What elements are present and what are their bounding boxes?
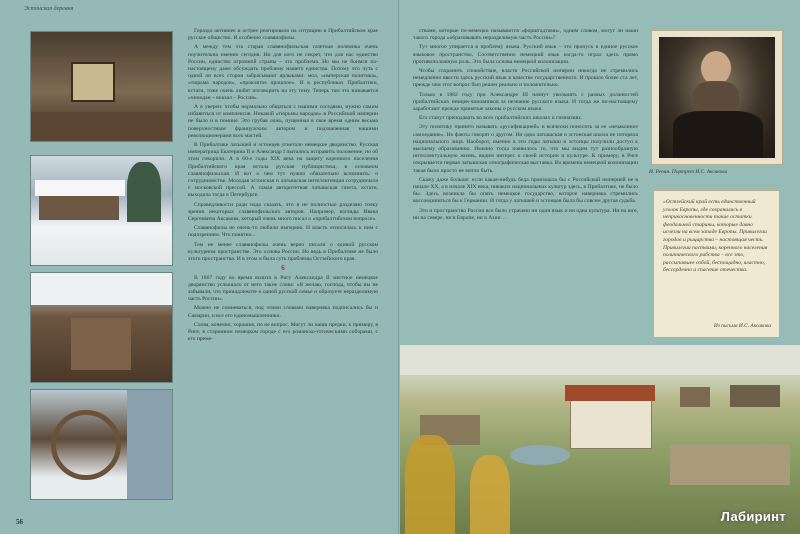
paragraph: Тут многое упирается в проблему языка. Русский язык – это пропуск в единое русское языковое пространство. Соответственно немецкий язык когда-то играл здесь прямо противоположную роль. Это была основа немецкой колонизации. — [413, 44, 638, 65]
photo-winter-house — [30, 155, 173, 266]
paragraph: А между тем эта старая славянофильская газетная полемика очень поучительна именно сегодня. Ни для кого не секрет, что для нас единство России, единство огромной страны – это проблема. Но мы не боимся по-настоящему даже обсуждать проблему нашего единства. Потому что чуть с одной ли всех сторон забрасывают ярлыками: мол, «имперская политика», «тюрьма народов», «проклятое прошлое». И в республиках Прибалтики, кстати, тоже очень любят поговорить на эту тему. Теперь там это называется «чемодан – вокзал – Россия». — [188, 44, 378, 101]
paragraph: Славянофилы не очень-то любили империю. И власть относилась к ним с подозрением. Что понятно... — [188, 225, 378, 239]
paragraph: Тем не менее славянофилы очень верно писали о единой русском культурном пространстве. Это основа России. Но ведь в Прибалтике не было этого пространства. И в этом и была суть проблемы Остзейского края. — [188, 241, 378, 263]
running-head: Эстонская деревня — [24, 6, 74, 12]
paragraph: Его станут преподавать во всех прибалтийских школах и гимназиях. — [419, 115, 583, 122]
paragraph: А я уверен: чтобы нормально общаться с нашими соседями, нужно самим избавиться от комплексов. Никакой «тюрьмы народов» в Российской империи не было и в помине. Это грубая ложь, пущенная в свое время одним весьма поверхностным французским автором и подхваченная нашими революционерами всех мастей. — [188, 104, 378, 139]
portrait-caption: И. Репин. Портрет И.С. Аксакова — [649, 169, 728, 175]
labirint-logo: Лабиринт — [720, 509, 786, 524]
paragraph: Чтобы сохранить спокойствие, власти Российской империи никогда не стремились немедленно ввести здесь русский язык в качестве государственного. И прошло более ста лет, прежде чем этот вопрос был решен реально и положительно. — [413, 68, 638, 89]
paragraph: Слова, конечно, хорошие, но не вопрос. Могут ли наши предки, к примеру, в Риге, в старинном немецком городе с его романско-готическими соборами, с его преме- — [188, 321, 378, 343]
photo-icicles-roof — [30, 272, 173, 383]
quote-box — [653, 190, 780, 338]
quote-text: «Остзейский край есть единственный уголок Европы, где сохранились в неприкосновенности такие остатки феодальной старины, которые давно исчезли на всем западе Европы. Привилегии городов и рыцарства – настоящая честь. Привилегии паствами, коренного населения политического рабства – все это, рассыпавшее собой, беспощадно, властно, бессердечно и спасение отечества. — [663, 199, 768, 274]
paragraph: ствами, которые по-немецки называются «форштадтами», одним словом, могут ли наши такого города «образовывать неразделимую часть России»? — [413, 28, 638, 42]
paragraph: Эту политику принято называть «русификацией» и всячески поносить за ее «незаконное самоедание». Но факты говорят о другом. Ни одна латышская и эстонская школа не потеряла национального лица. Наоборот, именно в эти годы латыши и эстонцы получили доступ к высшему образованию. Именно тогда появилось то, что мы видим тут разнообразную интеллектуальную жизнь, видим интерес к своей истории и культуре. К примеру, в Риге открывается первая латышская этнографическая выставка. Во времена немецкой колонизации такая было просто не могло быть. — [413, 124, 638, 174]
quote-source: Из письма И.С. Аксакова — [713, 323, 771, 330]
paragraph: Только в 1882 году при Александре III начнут увольнять с разных должностей прибалтийских немцев-чиновников за незнание русского языка. И тогда же по-настоящему заработают прежде принятые законы о русском языке. — [413, 91, 638, 113]
paragraph: Можно не сомневаться, под этими словами наверняка подписались бы и Самарин, и все его единомышленники. — [188, 305, 378, 319]
portrait-aksakov — [659, 37, 775, 158]
village-painting — [400, 345, 800, 534]
paragraph: Скажу даже больше: если какая-нибудь беда произошла бы с Российской империей не в начале XX, а в начале XIX века, никаких национальных культур здесь, в Прибалтике, не было бы. Здесь возникла бы опять немецкое государство, которое наверняка стремились воссоединиться бы к Германии. И тогда у латышей и эстонцев была бы совсем другая судьба. — [413, 176, 638, 205]
paragraph: В 1867 году во время визита в Ригу Александра II местное немецкое дворянство услышало от него такие слова: «Я желаю, господа, чтобы вы не забывали, что принадлежите к одной русской семье и образуете неразделимую часть России». — [188, 274, 378, 303]
paragraph: Справедливости ради надо сказать, что я не полностью разделяю точку зрения некоторых славянофильских авторов. Например, взгляды Ивана Сергеевича Аксакова, который очень много писал о «прибалтийском вопросе». — [188, 201, 378, 223]
right-text-column — [413, 28, 638, 224]
page-number: 56 — [16, 518, 23, 526]
paragraph: Гораздо активнее и острее реагировало на ситуацию в Прибалтийском крае русское общество. И особенно славянофилы. — [188, 28, 378, 42]
photo-izba-interior — [30, 31, 173, 142]
photo-wooden-wheel — [30, 389, 173, 500]
paragraph: Это и пространство России все было утрачено ни один язык и ни одна культура. Ни на юге, ни на севере, ни в Европе, ни в Азии… — [413, 207, 638, 221]
section-number: 6 — [281, 264, 285, 273]
portrait-frame — [651, 30, 783, 165]
left-text-column — [188, 28, 378, 345]
paragraph: В Прибалтике латышей и эстонцев угнетало немецкое дворянство. Русская императрица Екатерина II и Александр I пытались исправить положение, но об этом говорили. А в 60-е годы XIX века на защиту коренного населения Прибалтийского края встала русская публицистика, в основном славянофильская. И вот о чем тут нужно обязательно вспомнить: о сотрудничестве. Молодая эстонская и латышская интеллигенция сотрудничала с московской прессой. А самая авторитетная латышская газета, кстати, выходила тогда в Петербурге. — [188, 142, 378, 199]
